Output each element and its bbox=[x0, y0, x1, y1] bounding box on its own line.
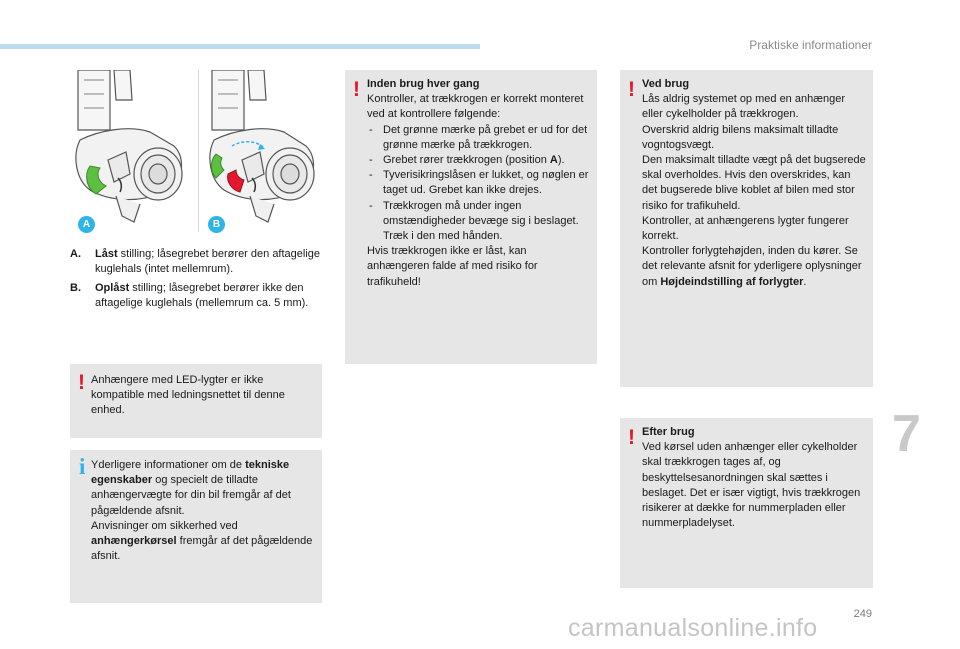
figure-a-badge: A bbox=[78, 216, 95, 233]
tow-hook-locked-illustration bbox=[70, 70, 196, 232]
warning-icon: ! bbox=[628, 78, 635, 101]
before-use-warning-box bbox=[345, 70, 597, 364]
after-use-title: Efter brug bbox=[642, 426, 695, 438]
led-warning-box bbox=[70, 364, 322, 438]
before-use-checklist bbox=[367, 123, 591, 245]
watermark: carmanualsonline.info bbox=[568, 614, 818, 642]
figure-legend bbox=[70, 247, 322, 315]
led-warning-text: Anhængere med LED-lygter er ikke kompatible med ledningsnettet til denne enhed. bbox=[91, 374, 285, 417]
legend-text: Låst stilling; låsegrebet berører den aftagelige kuglehals (intet mellemrum). bbox=[95, 248, 321, 275]
after-use-text: Efter brug Ved kørsel uden anhænger eller cykelholder skal trækkrogen tages af, og beskyttelsesanordningen skal sættes i beslaget. Det er især vigtigt, hvis trækkrogen risikerer at dække for nummerpladen eller nummerpladelyset. bbox=[642, 425, 866, 531]
list-item: - Trækkrogen må under ingen omstændigheder bevæge sig i beslaget. Træk i den med hånden. bbox=[367, 199, 591, 245]
info-box bbox=[70, 450, 322, 603]
warning-icon: ! bbox=[78, 371, 85, 394]
chapter-number: 7 bbox=[892, 405, 921, 463]
page-number: 249 bbox=[853, 608, 872, 620]
section-title: Praktiske informationer bbox=[749, 38, 872, 52]
legend-item-a bbox=[70, 247, 322, 277]
legend-letter: A. bbox=[70, 248, 81, 260]
info-text: Yderligere informationer om de tekniske egenskaber og specielt de tilladte anhængervægte for din bil fremgår af det pågældende afsnit. Anvisninger om sikkerhed ved anhængerkørsel fremgår af det pågældende afsnit. bbox=[91, 459, 313, 563]
in-use-title: Ved brug bbox=[642, 78, 690, 90]
tow-hook-unlocked-illustration bbox=[202, 70, 326, 232]
list-item: - Tyverisikringslåsen er lukket, og nøglen er taget ud. Grebet kan ikke drejes. bbox=[367, 168, 591, 198]
header-accent-bar bbox=[0, 44, 480, 49]
before-use-title: Inden brug hver gang bbox=[367, 78, 480, 90]
figure-divider bbox=[198, 70, 199, 232]
legend-text: Oplåst stilling; låsegrebet berører ikke den aftagelige kuglehals (mellemrum ca. 5 mm). bbox=[95, 282, 309, 309]
list-item: - Grebet rører trækkrogen (position A). bbox=[367, 153, 591, 168]
list-item: - Det grønne mærke på grebet er ud for det grønne mærke på trækkrogen. bbox=[367, 123, 591, 153]
figure-b-badge: B bbox=[208, 216, 225, 233]
after-use-warning-box bbox=[620, 418, 873, 588]
legend-letter: B. bbox=[70, 282, 81, 294]
warning-icon: ! bbox=[353, 78, 360, 101]
before-use-text: Inden brug hver gang Kontroller, at trækkrogen er korrekt monteret ved at kontrollere følgende: - Det grønne mærke på grebet er ud for det grønne mærke på trækkrogen. - Grebet rører trækkrogen (position A). - Tyverisikringslåsen er lukket, og nøglen er taget ud. Grebet kan ikke drejes. - Trækkrogen må under ingen omstændigheder bevæge sig i beslaget. Træk i den med hånden. Hvis trækkrogen ikke er låst, kan anhængeren falde af med risiko for trafikuheld! bbox=[367, 77, 591, 290]
warning-icon: ! bbox=[628, 426, 635, 449]
legend-item-b bbox=[70, 281, 322, 311]
info-icon: i bbox=[79, 454, 86, 479]
in-use-warning-box bbox=[620, 70, 873, 387]
in-use-text: Ved brug Lås aldrig systemet op med en anhænger eller cykelholder på trækkrogen. Overskrid aldrig bilens maksimalt tilladte vogntogsvægt. Den maksimalt tilladte vægt på det bugserede skal overholdes. Hvis den overskrides, kan det bugserede blive koblet af bilen med stor risiko for trafikuheld. Kontroller, at anhængerens lygter fungerer korrekt. Kontroller forlygtehøjden, inden du kører. Se det relevante afsnit for yderligere oplysninger om Højdeindstilling af forlygter. bbox=[642, 77, 868, 290]
